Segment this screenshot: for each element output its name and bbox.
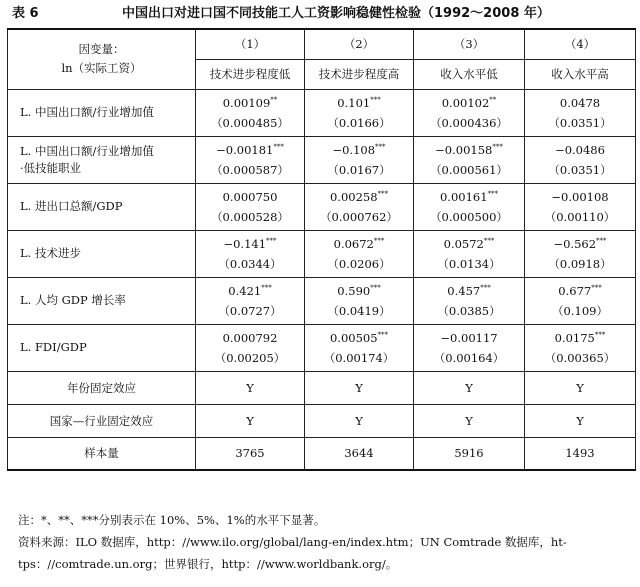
standard-error: （0.000500） [430, 209, 508, 224]
control-row [8, 404, 636, 437]
header-row-numbers [8, 29, 636, 59]
significance-stars: *** [487, 189, 499, 198]
table-number: 表 6 [12, 6, 39, 21]
significance-stars: *** [273, 142, 284, 151]
model-group-label: 收入水平低 [414, 59, 525, 89]
estimate-cell [305, 136, 414, 183]
control-label: 年份固定效应 [8, 371, 196, 404]
estimate-cell [196, 89, 305, 136]
estimate-cell [414, 136, 525, 183]
significance-stars: *** [377, 330, 389, 339]
control-indicator: Y [305, 404, 414, 437]
significance-stars: *** [596, 236, 607, 245]
model-group-label: 技术进步程度低 [196, 59, 305, 89]
variable-name-cell [8, 324, 196, 371]
model-group-label: 收入水平高 [525, 59, 636, 89]
standard-error: （0.000762） [320, 209, 398, 224]
estimate-cell [525, 324, 636, 371]
control-indicator: Y [525, 371, 636, 404]
dependent-variable-name: ln（实际工资） [61, 61, 142, 76]
table-caption [8, 3, 632, 25]
results-table [7, 28, 636, 471]
control-label: 国家—行业固定效应 [8, 404, 196, 437]
standard-error: （0.00164） [433, 350, 505, 365]
significance-stars: *** [377, 189, 389, 198]
significance-stars: *** [370, 283, 381, 292]
estimate-cell [305, 230, 414, 277]
coefficient-value: 0.590 [337, 283, 371, 298]
sample-size-row [8, 437, 636, 470]
standard-error: （0.0727） [218, 303, 282, 318]
estimate-cell [196, 324, 305, 371]
variable-name: L. FDI/GDP [20, 340, 87, 354]
model-number: （3） [414, 29, 525, 59]
control-indicator: Y [305, 371, 414, 404]
table-notes [18, 509, 630, 575]
control-row [8, 371, 636, 404]
estimate-cell [196, 230, 305, 277]
significance-stars: *** [375, 142, 386, 151]
standard-error: （0.000528） [211, 209, 289, 224]
variable-name-cell [8, 230, 196, 277]
significance-stars: *** [266, 236, 277, 245]
coefficient-value: −0.562 [553, 236, 597, 251]
standard-error: （0.000436） [430, 115, 508, 130]
estimate-cell [525, 89, 636, 136]
estimate-cell [196, 136, 305, 183]
coefficient-value: 0.00102 [441, 95, 490, 110]
significance-stars: *** [492, 142, 503, 151]
standard-error: （0.000561） [430, 162, 508, 177]
coefficient-value: −0.00108 [551, 189, 609, 204]
standard-error: （0.000485） [211, 115, 289, 130]
coefficient-value: 0.00258 [329, 189, 378, 204]
estimate-cell [414, 89, 525, 136]
standard-error: （0.00365） [544, 350, 616, 365]
standard-error: （0.0385） [437, 303, 501, 318]
standard-error: （0.0351） [548, 162, 612, 177]
sample-size-value: 1493 [525, 437, 636, 470]
significance-stars: ** [489, 95, 497, 104]
coefficient-value: 0.101 [337, 95, 371, 110]
coefficient-value: 0.0672 [333, 236, 374, 251]
variable-name-cell [8, 89, 196, 136]
estimate-cell [305, 89, 414, 136]
sample-size-value: 3644 [305, 437, 414, 470]
estimate-cell [525, 136, 636, 183]
significance-stars: *** [261, 283, 272, 292]
estimate-cell [414, 277, 525, 324]
significance-note: 注：*、**、***分别表示在 10%、5%、1%的水平下显著。 [18, 513, 326, 527]
estimate-cell [305, 183, 414, 230]
coefficient-row [8, 230, 636, 277]
coefficient-value: 0.677 [558, 283, 592, 298]
sample-size-label: 样本量 [8, 437, 196, 470]
control-indicator: Y [196, 371, 305, 404]
estimate-cell [196, 277, 305, 324]
coefficient-value: −0.00181 [216, 142, 274, 157]
source-note-line-2: tps：//comtrade.un.org；世界银行，http：//www.worldbank.org/。 [18, 557, 398, 571]
coefficient-value: 0.000792 [222, 330, 278, 345]
standard-error: （0.00205） [214, 350, 286, 365]
significance-stars: ** [270, 95, 278, 104]
standard-error: （0.000587） [211, 162, 289, 177]
coefficient-value: 0.0572 [443, 236, 484, 251]
variable-name: L. 中国出口额/行业增加值 [20, 143, 154, 158]
model-number: （2） [305, 29, 414, 59]
significance-stars: *** [373, 236, 385, 245]
estimate-cell [305, 277, 414, 324]
significance-stars: *** [480, 283, 491, 292]
coefficient-value: 0.421 [228, 283, 262, 298]
variable-name: L. 进出口总额/GDP [20, 199, 123, 213]
sample-size-value: 3765 [196, 437, 305, 470]
estimate-cell [414, 230, 525, 277]
variable-name: ·低技能职业 [20, 160, 82, 175]
variable-name-cell [8, 183, 196, 230]
estimate-cell [525, 277, 636, 324]
standard-error: （0.0419） [327, 303, 391, 318]
control-indicator: Y [525, 404, 636, 437]
standard-error: （0.0134） [437, 256, 501, 271]
estimate-cell [414, 183, 525, 230]
coefficient-value: 0.00109 [222, 95, 271, 110]
dependent-variable-label: 因变量： [78, 42, 125, 57]
table-title: 中国出口对进口国不同技能工人工资影响稳健性检验（1992～2008 年） [122, 6, 550, 21]
standard-error: （0.0167） [327, 162, 391, 177]
standard-error: （0.0344） [218, 256, 282, 271]
significance-stars: *** [483, 236, 495, 245]
standard-error: （0.0918） [548, 256, 612, 271]
control-indicator: Y [196, 404, 305, 437]
estimate-cell [525, 230, 636, 277]
standard-error: （0.00174） [323, 350, 395, 365]
model-group-label: 技术进步程度高 [305, 59, 414, 89]
coefficient-value: 0.00505 [329, 330, 378, 345]
model-number: （4） [525, 29, 636, 59]
estimate-cell [305, 324, 414, 371]
estimate-cell [525, 183, 636, 230]
significance-stars: *** [370, 95, 381, 104]
coefficient-row [8, 324, 636, 371]
coefficient-value: −0.00117 [440, 330, 498, 345]
significance-stars: *** [591, 283, 602, 292]
coefficient-value: 0.0478 [559, 95, 601, 110]
source-note-line-1: 资料来源：ILO 数据库，http：//www.ilo.org/global/lang-en/index.htm；UN Comtrade 数据库，ht- [18, 535, 567, 549]
model-number: （1） [196, 29, 305, 59]
dependent-variable-cell [8, 29, 196, 89]
coefficient-value: 0.00161 [439, 189, 488, 204]
coefficient-row [8, 277, 636, 324]
standard-error: （0.00110） [544, 209, 616, 224]
control-indicator: Y [414, 404, 525, 437]
coefficient-value: −0.141 [223, 236, 267, 251]
standard-error: （0.109） [552, 303, 608, 318]
coefficient-value: 0.000750 [222, 189, 278, 204]
standard-error: （0.0166） [327, 115, 391, 130]
variable-name: L. 技术进步 [20, 246, 81, 260]
variable-name-cell [8, 136, 196, 183]
coefficient-value: 0.0175 [554, 330, 595, 345]
variable-name: L. 中国出口额/行业增加值 [20, 105, 154, 119]
coefficient-row [8, 183, 636, 230]
coefficient-row [8, 136, 636, 183]
variable-name: L. 人均 GDP 增长率 [20, 293, 126, 307]
standard-error: （0.0206） [327, 256, 391, 271]
coefficient-row [8, 89, 636, 136]
estimate-cell [196, 183, 305, 230]
significance-stars: *** [594, 330, 606, 339]
estimate-cell [414, 324, 525, 371]
coefficient-value: −0.0486 [555, 142, 605, 157]
control-indicator: Y [414, 371, 525, 404]
sample-size-value: 5916 [414, 437, 525, 470]
coefficient-value: −0.00158 [435, 142, 493, 157]
variable-name-cell [8, 277, 196, 324]
coefficient-value: 0.457 [447, 283, 481, 298]
standard-error: （0.0351） [548, 115, 612, 130]
coefficient-value: −0.108 [332, 142, 376, 157]
